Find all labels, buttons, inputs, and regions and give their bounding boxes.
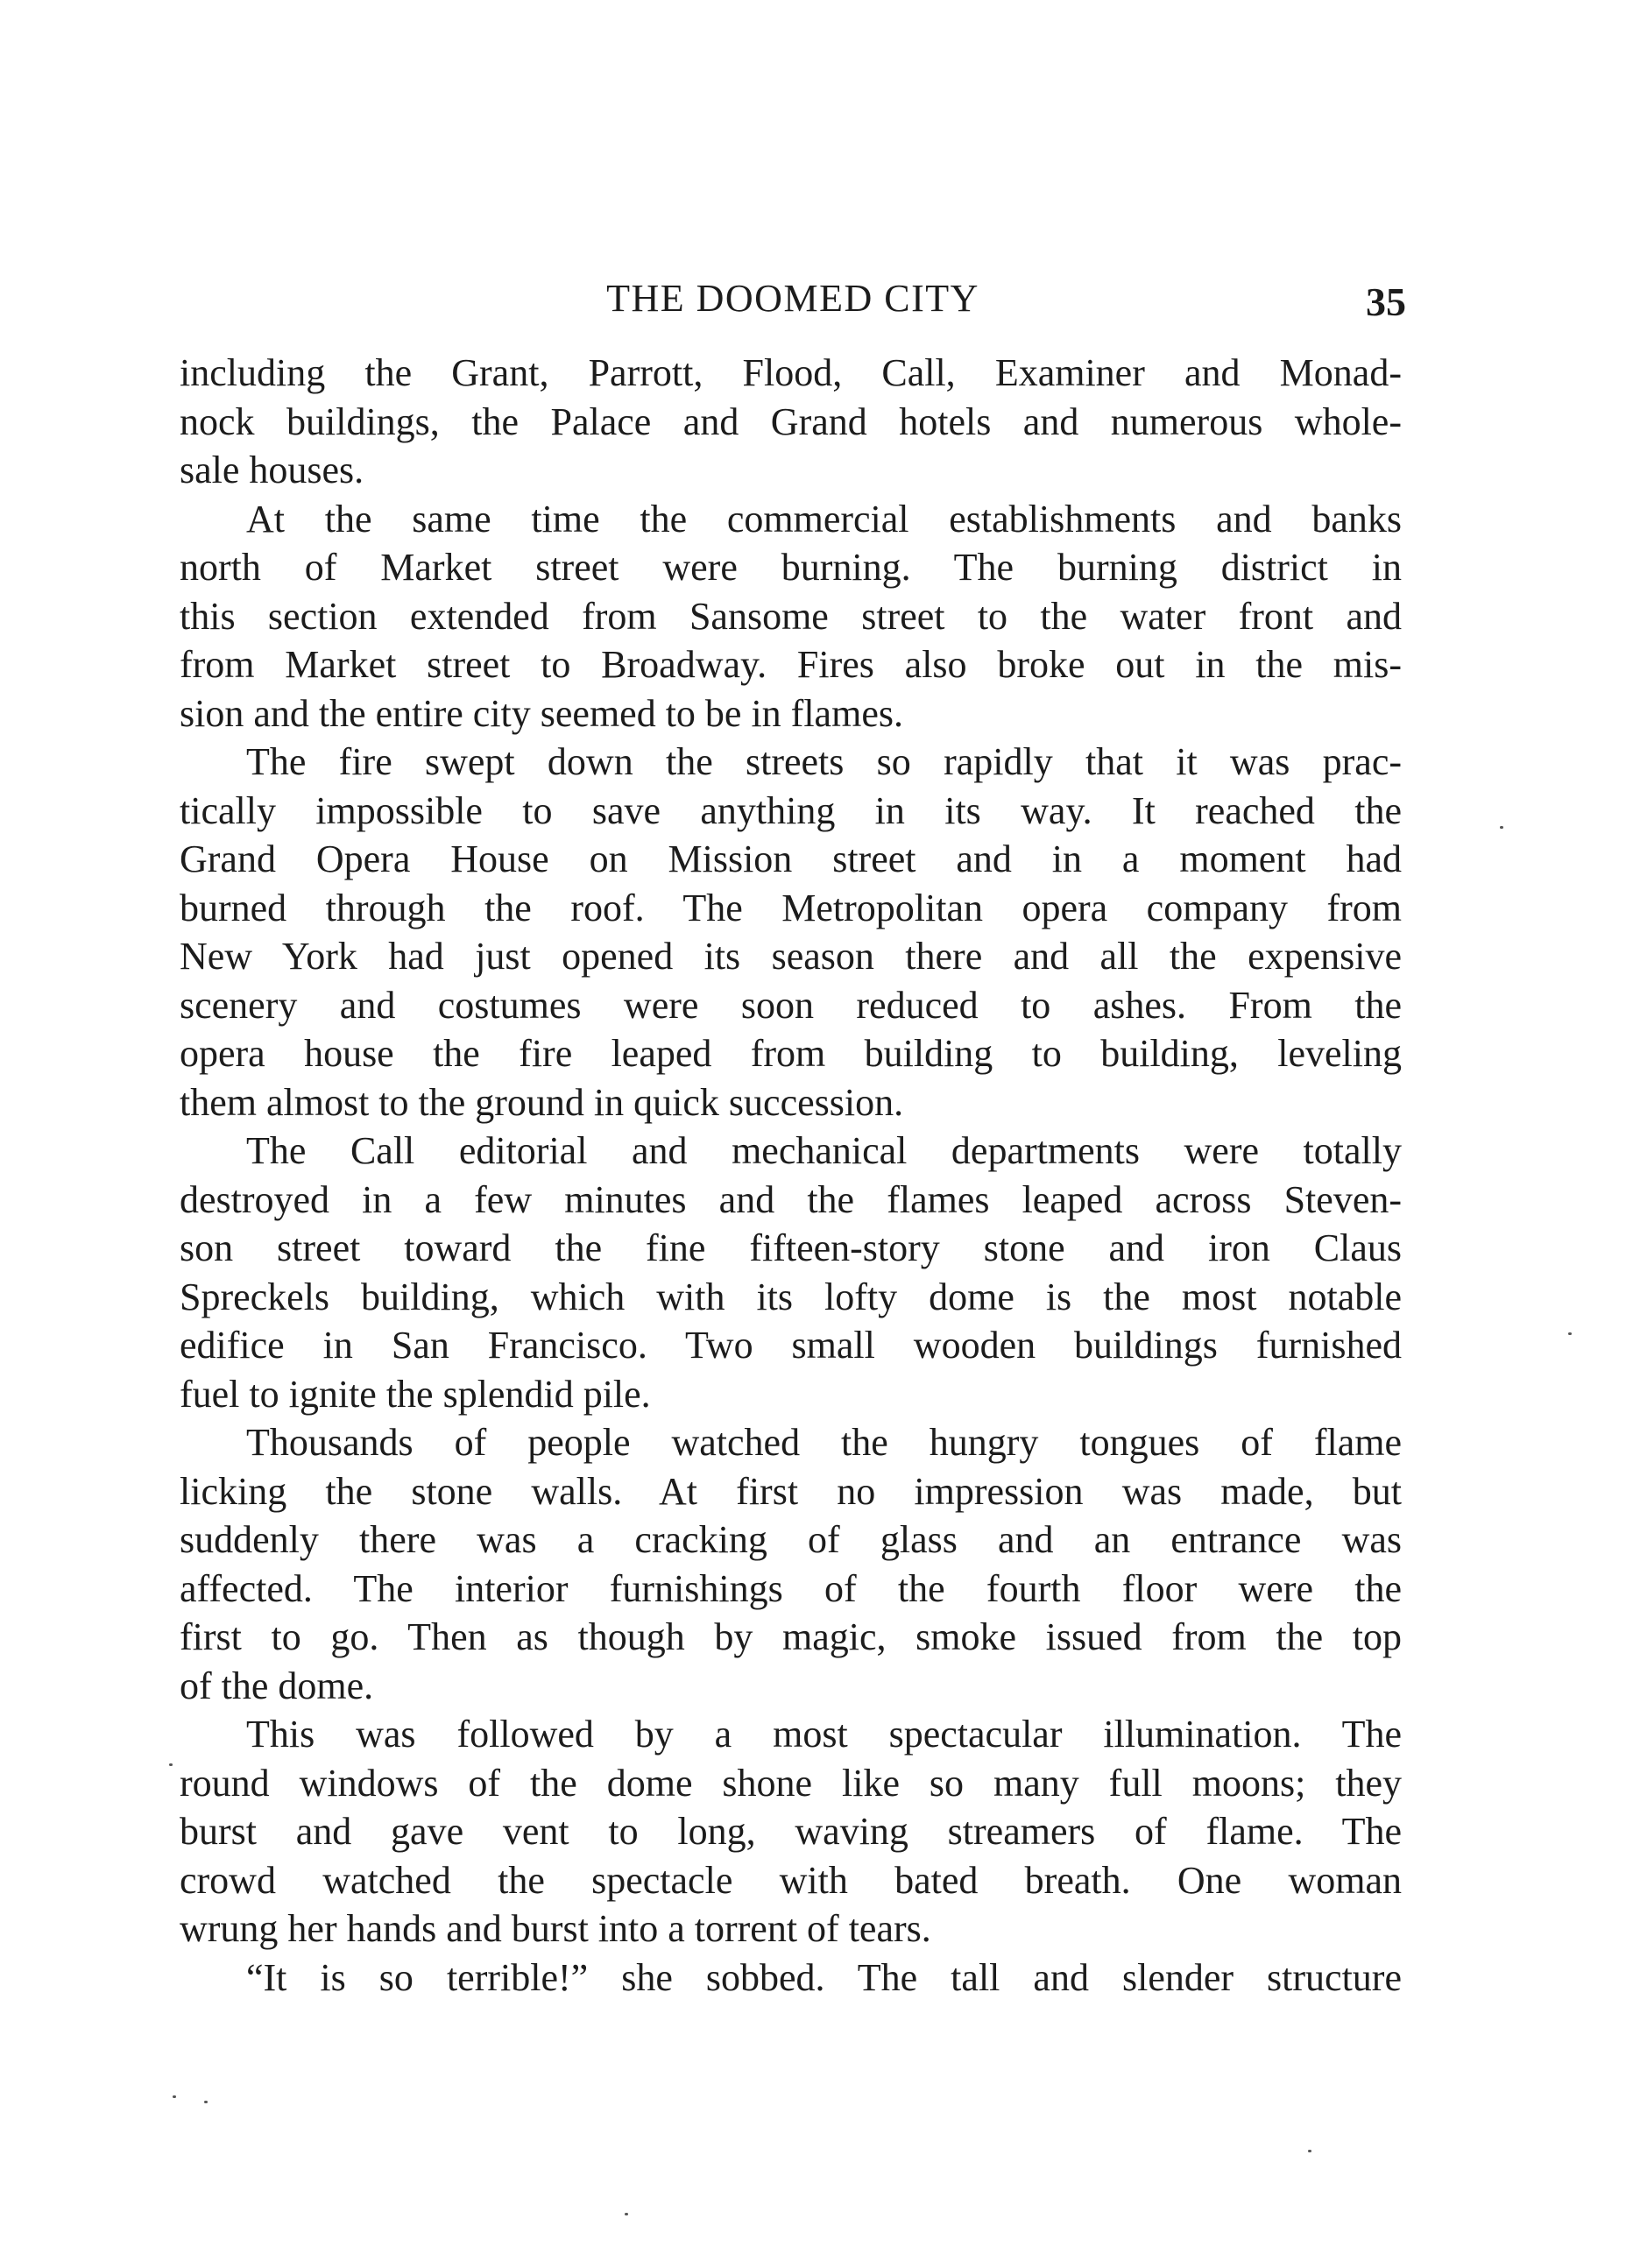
- text-line: licking the stone walls. At first no impression was made, but: [180, 1469, 1402, 1513]
- text-line: edifice in San Francisco. Two small wooden buildings furnished: [180, 1324, 1402, 1367]
- paragraph: [180, 1710, 1402, 1954]
- text-line: north of Market street were burning. The burning district in: [180, 546, 1402, 589]
- paragraph: [180, 1954, 1402, 2003]
- scan-speck: [173, 2095, 176, 2098]
- body-text: [180, 349, 1402, 2002]
- text-line: destroyed in a few minutes and the flames leaped across Steven-: [180, 1177, 1402, 1221]
- text-line: first to go. Then as though by magic, smoke issued from the top: [180, 1615, 1402, 1658]
- scan-speck: [1500, 826, 1503, 829]
- text-line: them almost to the ground in quick succession.: [180, 1080, 904, 1124]
- text-line: sale houses.: [180, 449, 364, 491]
- text-line: suddenly there was a cracking of glass and an entrance was: [180, 1518, 1402, 1561]
- text-line: Spreckels building, which with its lofty dome is the most notable: [180, 1275, 1402, 1318]
- text-line: tically impossible to save anything in its way. It reached the: [180, 788, 1402, 832]
- scan-speck: [169, 1763, 173, 1766]
- scan-speck: [204, 2101, 208, 2103]
- paragraph: [180, 738, 1402, 1127]
- scan-speck: [1308, 2150, 1311, 2152]
- scan-speck: [1568, 1332, 1572, 1335]
- text-line: This was followed by a most spectacular illumination. The: [246, 1713, 1402, 1756]
- text-line: including the Grant, Parrott, Flood, Call, Examiner and Monad-: [180, 351, 1402, 394]
- text-line: round windows of the dome shone like so many full moons; they: [180, 1761, 1402, 1805]
- text-line: Grand Opera House on Mission street and in a moment had: [180, 837, 1402, 880]
- text-line: The Call editorial and mechanical departments were totally: [246, 1129, 1402, 1172]
- text-line: son street toward the fine fifteen-story stone and iron Claus: [180, 1226, 1402, 1269]
- text-line: The fire swept down the streets so rapidly that it was prac-: [246, 740, 1402, 783]
- text-line: of the dome.: [180, 1664, 374, 1707]
- text-line: “It is so terrible!” she sobbed. The tall and slender structure: [246, 1955, 1402, 1999]
- text-line: wrung her hands and burst into a torrent of tears.: [180, 1907, 931, 1950]
- text-line: affected. The interior furnishings of the fourth floor were the: [180, 1566, 1402, 1610]
- text-line: New York had just opened its season there and all the expensive: [180, 935, 1402, 978]
- paragraph: [180, 495, 1402, 738]
- text-line: sion and the entire city seemed to be in flames.: [180, 691, 903, 735]
- text-line: burned through the roof. The Metropolitan opera company from: [180, 886, 1402, 929]
- text-line: opera house the fire leaped from building to building, leveling: [180, 1032, 1402, 1075]
- scan-speck: [625, 2213, 628, 2215]
- running-head: [180, 268, 1406, 329]
- text-line: from Market street to Broadway. Fires also broke out in the mis-: [180, 643, 1402, 686]
- text-line: At the same time the commercial establishments and banks: [246, 497, 1402, 541]
- running-title: THE DOOMED CITY: [606, 277, 979, 320]
- text-line: scenery and costumes were soon reduced to ashes. From the: [180, 983, 1402, 1027]
- text-line: nock buildings, the Palace and Grand hotels and numerous whole-: [180, 399, 1402, 443]
- page-number: 35: [1366, 279, 1406, 324]
- text-line: this section extended from Sansome street to the water front and: [180, 594, 1402, 638]
- text-line: burst and gave vent to long, waving streamers of flame. The: [180, 1810, 1402, 1853]
- paragraph: [180, 1418, 1402, 1710]
- paragraph: [180, 1127, 1402, 1418]
- text-line: crowd watched the spectacle with bated breath. One woman: [180, 1858, 1402, 1902]
- text-line: Thousands of people watched the hungry tongues of flame: [246, 1421, 1402, 1464]
- text-line: fuel to ignite the splendid pile.: [180, 1372, 651, 1416]
- paragraph-continued: [180, 349, 1402, 495]
